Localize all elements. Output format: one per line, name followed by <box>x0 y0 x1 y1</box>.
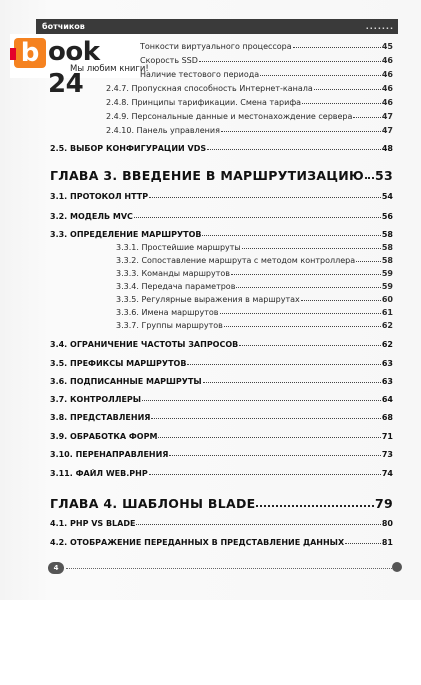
page-margin <box>0 600 421 685</box>
toc-title: Пропускная способность Интернет-канала <box>131 84 313 93</box>
toc-leader <box>142 400 381 401</box>
toc-page: 59 <box>381 269 393 278</box>
toc-leader <box>365 177 374 179</box>
toc-leader <box>224 326 381 327</box>
toc-page: 60 <box>381 295 393 304</box>
toc-page: 46 <box>381 56 393 65</box>
toc-section <box>50 469 393 478</box>
toc-leader <box>202 235 380 236</box>
toc-chapter-title: ГЛАВА 4. ШАБЛОНЫ BLADE <box>50 496 256 511</box>
logo-tagline: Мы любим книги! <box>70 64 149 74</box>
toc-title: Группы маршрутов <box>141 321 223 330</box>
toc-num: 3.3.1. <box>116 243 139 252</box>
toc-num: 3.3.2. <box>116 256 139 265</box>
toc-num: 3.2. <box>50 212 68 221</box>
toc-title: Передача параметров <box>141 282 236 291</box>
toc-page: 68 <box>381 413 393 422</box>
toc-section <box>50 519 393 528</box>
toc-leader <box>260 75 381 76</box>
toc-section <box>50 432 393 441</box>
toc-page: 56 <box>381 212 393 221</box>
toc-num: 3.3.5. <box>116 295 139 304</box>
toc-num: 3.7. <box>50 395 68 404</box>
toc-title: ОГРАНИЧЕНИЕ ЧАСТОТЫ ЗАПРОСОВ <box>70 340 239 349</box>
toc-title: МОДЕЛЬ MVC <box>70 212 133 221</box>
toc-entry <box>116 269 393 278</box>
toc-page: 47 <box>381 112 393 121</box>
toc-num: 3.5. <box>50 359 68 368</box>
logo-word: ook 24 <box>48 37 100 99</box>
toc-leader <box>293 47 381 48</box>
toc-leader <box>134 217 381 218</box>
toc-num: 3.3. <box>50 230 68 239</box>
toc-page: 71 <box>381 432 393 441</box>
toc-title: Тонкости виртуального процессора <box>140 42 292 51</box>
toc-title: Сопоставление маршрута с методом контроллера <box>141 256 356 265</box>
toc-section <box>50 359 393 368</box>
toc-title: Команды маршрутов <box>141 269 231 278</box>
toc-leader <box>236 287 380 288</box>
toc-leader <box>231 274 381 275</box>
toc-page: 46 <box>381 98 393 107</box>
toc-num: 3.3.7. <box>116 321 139 330</box>
toc-page: 80 <box>381 519 393 528</box>
toc-leader <box>203 382 381 383</box>
toc-entry <box>116 295 393 304</box>
toc-page: 47 <box>381 126 393 135</box>
toc-section <box>50 340 393 349</box>
toc-page: 54 <box>381 192 393 201</box>
toc-title: Принципы тарификации. Смена тарифа <box>131 98 302 107</box>
toc-section <box>50 377 393 386</box>
toc-entry <box>116 243 393 252</box>
toc-section <box>50 413 393 422</box>
toc-entry <box>116 256 393 265</box>
toc-entry <box>106 84 393 93</box>
toc-num: 3.9. <box>50 432 68 441</box>
toc-page: 45 <box>381 42 393 51</box>
toc-page: 58 <box>381 256 393 265</box>
toc-num: 2.4.9. <box>106 112 129 121</box>
toc-leader <box>314 89 381 90</box>
toc-entry <box>140 56 393 65</box>
toc-page: 59 <box>381 282 393 291</box>
toc-entry <box>116 321 393 330</box>
toc-page: 58 <box>381 243 393 252</box>
toc-entry <box>140 70 393 79</box>
logo-flag-icon <box>10 48 16 60</box>
toc-page: 63 <box>381 359 393 368</box>
toc-section <box>50 230 393 239</box>
toc-leader <box>356 261 381 262</box>
toc-title: Скорость SSD <box>140 56 198 65</box>
toc-title: Персональные данные и местонахождение сервера <box>131 112 353 121</box>
toc-title: Регулярные выражения в маршрутах <box>141 295 300 304</box>
toc-entry <box>140 42 393 51</box>
toc-title: Простейшие маршруты <box>141 243 241 252</box>
toc-page: 63 <box>381 377 393 386</box>
toc-page: 53 <box>375 168 393 183</box>
toc-page: 62 <box>381 340 393 349</box>
toc-entry <box>106 98 393 107</box>
toc-entry <box>116 282 393 291</box>
toc-num: 2.4.8. <box>106 98 129 107</box>
toc-leader <box>239 345 381 346</box>
toc-entry <box>106 112 393 121</box>
toc-page: 62 <box>381 321 393 330</box>
toc-title: ПРОТОКОЛ HTTP <box>70 192 149 201</box>
toc-title: ОБРАБОТКА ФОРМ <box>70 432 158 441</box>
footer-rule <box>66 568 392 569</box>
toc-num: 3.6. <box>50 377 68 386</box>
toc-leader <box>302 103 381 104</box>
toc-title: ФАЙЛ WEB.PHP <box>75 469 148 478</box>
toc-title: ОТОБРАЖЕНИЕ ПЕРЕДАННЫХ В ПРЕДСТАВЛЕНИЕ ДАННЫХ <box>70 538 345 547</box>
toc-page: 74 <box>381 469 393 478</box>
toc-leader <box>169 455 380 456</box>
toc-leader <box>221 131 381 132</box>
toc-section <box>50 192 393 201</box>
toc-num: 2.5. <box>50 144 68 153</box>
toc-num: 4.1. <box>50 519 68 528</box>
toc-leader <box>158 437 380 438</box>
toc-leader <box>353 117 380 118</box>
toc-title: Имена маршрутов <box>141 308 219 317</box>
running-header-dots: ....... <box>365 22 394 31</box>
running-header-title: ботчиков <box>42 22 85 31</box>
toc-page: 64 <box>381 395 393 404</box>
toc-leader <box>207 149 381 150</box>
toc-num: 3.8. <box>50 413 68 422</box>
toc-num: 3.10. <box>50 450 73 459</box>
toc-num: 3.4. <box>50 340 68 349</box>
toc-section <box>50 144 393 153</box>
toc-section <box>50 450 393 459</box>
toc-num: 3.1. <box>50 192 68 201</box>
toc-chapter-title: ГЛАВА 3. ВВЕДЕНИЕ В МАРШРУТИЗАЦИЮ <box>50 168 365 183</box>
page-number-badge: 4 <box>48 562 64 574</box>
toc-leader <box>151 418 380 419</box>
toc-chapter <box>50 496 393 511</box>
toc-leader <box>220 313 381 314</box>
toc-page: 58 <box>381 230 393 239</box>
toc-leader <box>256 505 374 507</box>
toc-title: Панель управления <box>136 126 220 135</box>
toc-num: 2.4.7. <box>106 84 129 93</box>
toc-page: 46 <box>381 70 393 79</box>
toc-num: 4.2. <box>50 538 68 547</box>
toc-leader <box>149 197 381 198</box>
toc-title: ОПРЕДЕЛЕНИЕ МАРШРУТОВ <box>70 230 202 239</box>
toc-chapter <box>50 168 393 183</box>
toc-num: 3.3.6. <box>116 308 139 317</box>
logo-letter: b <box>14 38 46 68</box>
toc-leader <box>345 543 381 544</box>
toc-title: PHP VS BLADE <box>70 519 136 528</box>
toc-title: КОНТРОЛЛЕРЫ <box>70 395 142 404</box>
toc-page: 81 <box>381 538 393 547</box>
toc-title: ПРЕДСТАВЛЕНИЯ <box>70 413 151 422</box>
toc-leader <box>199 61 381 62</box>
toc-section <box>50 212 393 221</box>
toc-num: 3.3.4. <box>116 282 139 291</box>
toc-section <box>50 395 393 404</box>
footer-dot-icon <box>392 562 402 572</box>
toc-section <box>50 538 393 547</box>
toc-leader <box>136 524 380 525</box>
toc-page: 46 <box>381 84 393 93</box>
toc-entry <box>106 126 393 135</box>
toc-entry <box>116 308 393 317</box>
toc-num: 2.4.10. <box>106 126 134 135</box>
toc-title: ВЫБОР КОНФИГУРАЦИИ VDS <box>70 144 207 153</box>
toc-page: 61 <box>381 308 393 317</box>
toc-leader <box>242 248 381 249</box>
toc-title: ПОДПИСАННЫЕ МАРШРУТЫ <box>70 377 202 386</box>
toc-num: 3.3.3. <box>116 269 139 278</box>
toc-page: 73 <box>381 450 393 459</box>
toc-leader <box>187 364 380 365</box>
toc-page: 79 <box>375 496 393 511</box>
toc-title: Наличие тестового периода <box>140 70 260 79</box>
toc-page: 48 <box>381 144 393 153</box>
toc-leader <box>301 300 381 301</box>
toc-title: ПЕРЕНАПРАВЛЕНИЯ <box>75 450 169 459</box>
toc-title: ПРЕФИКСЫ МАРШРУТОВ <box>70 359 187 368</box>
toc-num: 3.11. <box>50 469 73 478</box>
toc-leader <box>149 474 381 475</box>
running-header <box>36 19 398 34</box>
